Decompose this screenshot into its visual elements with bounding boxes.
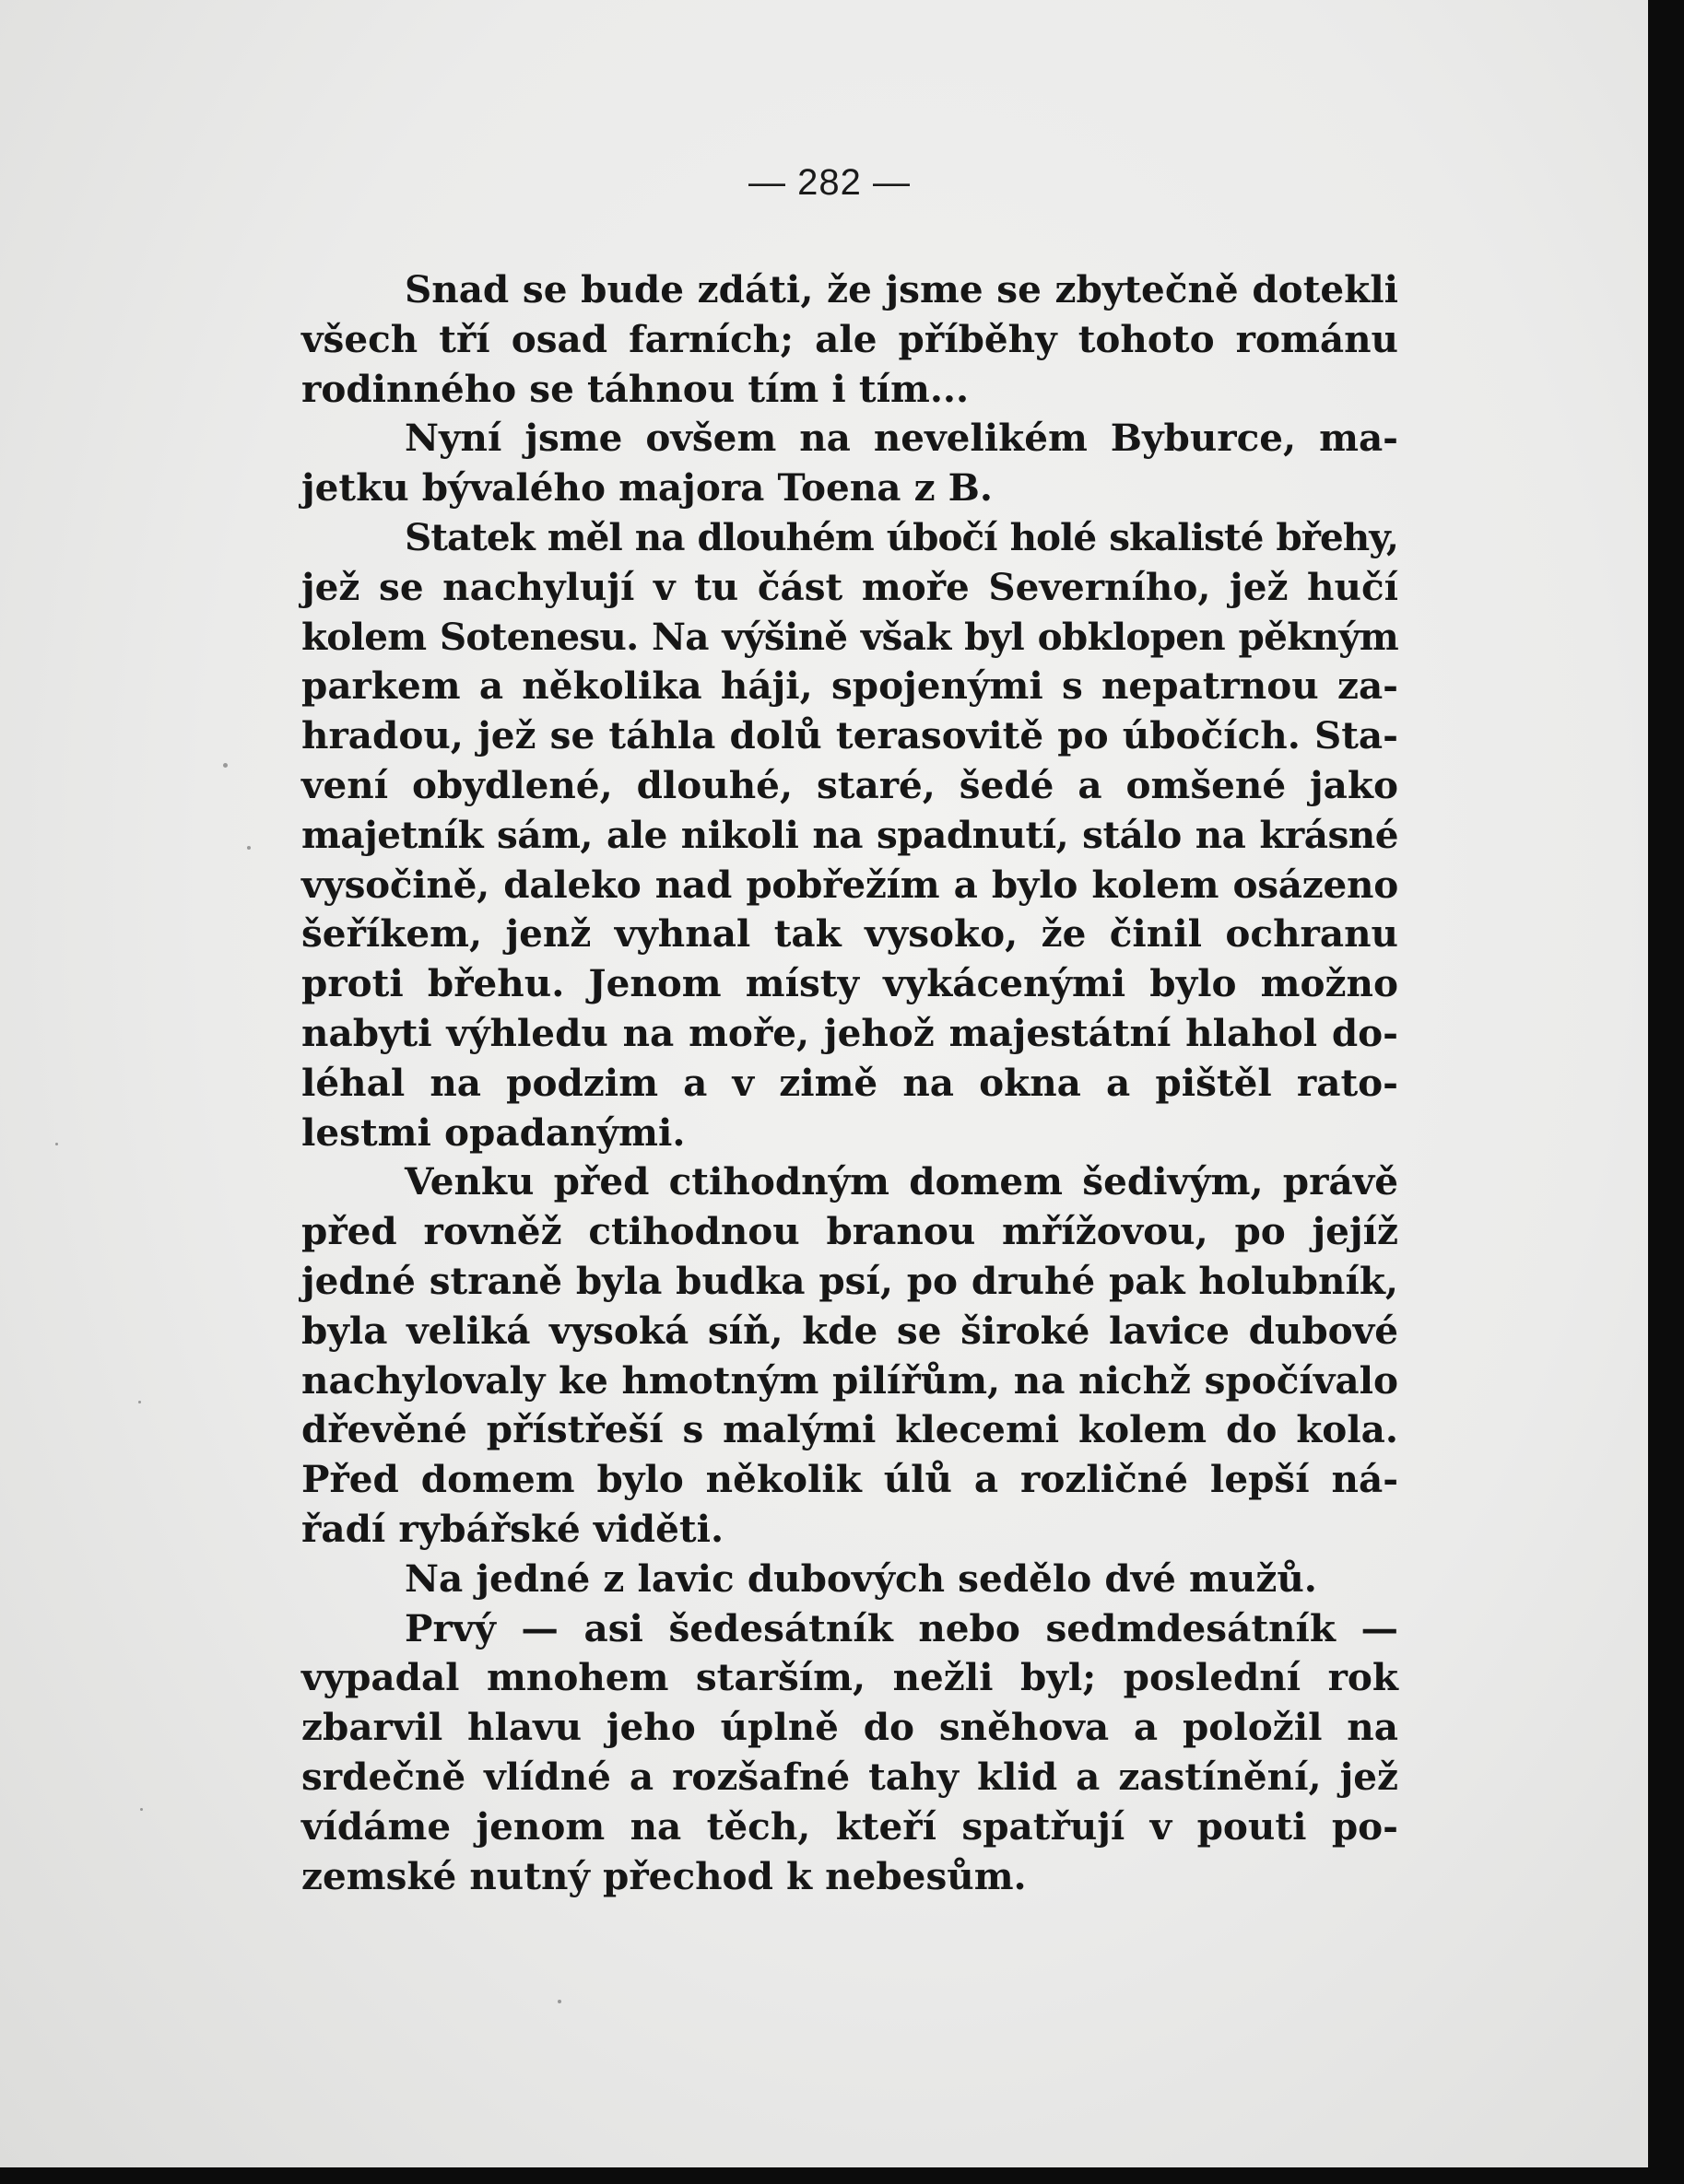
scan-speck — [55, 1143, 58, 1145]
text-line: Prvý — asi šedesátník nebo sedmdesátník — — [405, 1605, 1398, 1650]
text-line: vení obydlené, dlouhé, staré, šedé a omšené jako — [301, 762, 1398, 807]
text-line: dřevěné přístřeší s malými klecemi kolem do kola. — [301, 1407, 1398, 1452]
text-line: kolem Sotenesu. Na výšině však byl obklopen pěkným — [301, 614, 1398, 659]
text-line: Statek měl na dlouhém úbočí holé skalisté břehy, — [405, 514, 1398, 559]
text-line: lestmi opadanými. — [301, 1110, 686, 1155]
text-line: parkem a několika háji, spojenými s nepatrnou za- — [301, 663, 1398, 709]
text-line: Venku před ctihodným domem šedivým, právě — [405, 1159, 1398, 1204]
text-line: šeříkem, jenž vyhnal tak vysoko, že činil ochranu — [301, 911, 1398, 957]
text-line: Nyní jsme ovšem na nevelikém Byburce, ma- — [405, 416, 1398, 461]
text-line: léhal na podzim a v zimě na okna a pištěl rato- — [301, 1060, 1398, 1105]
text-line: hradou, jež se táhla dolů terasovitě po úbočích. Sta- — [301, 713, 1398, 758]
scan-edge-bottom — [0, 2167, 1684, 2184]
text-line: zemské nutný přechod k nebesům. — [301, 1853, 1027, 1898]
text-line: Na jedné z lavic dubových sedělo dvé mužů. — [405, 1556, 1317, 1601]
text-line: vypadal mnohem starším, nežli byl; poslední rok — [301, 1655, 1398, 1700]
text-line: řadí rybářské viděti. — [301, 1506, 724, 1551]
text-line: Snad se bude zdáti, že jsme se zbytečně dotekli — [405, 267, 1398, 311]
scan-speck — [223, 763, 228, 768]
text-line: proti břehu. Jenom místy vykácenými bylo možno — [301, 961, 1398, 1006]
text-line: jetku bývalého majora Toena z B. — [301, 465, 994, 511]
scan-speck — [138, 1401, 141, 1403]
text-line: zbarvil hlavu jeho úplně do sněhova a položil na — [301, 1705, 1398, 1750]
text-line: majetník sám, ale nikoli na spadnutí, stálo na krásné — [301, 812, 1398, 857]
text-line: jedné straně byla budka psí, po druhé pak holubník, — [301, 1258, 1398, 1303]
scan-speck — [247, 846, 251, 850]
text-line: nabyti výhledu na moře, jehož majestátní hlahol do- — [301, 1010, 1398, 1055]
text-line: byla veliká vysoká síň, kde se široké lavice dubové — [301, 1308, 1398, 1353]
text-line: vysočině, daleko nad pobřežím a bylo kolem osázeno — [301, 862, 1398, 907]
scan-speck — [558, 2000, 561, 2003]
scan-edge-right — [1648, 0, 1684, 2184]
text-line: Před domem bylo několik úlů a rozličné lepší ná- — [301, 1457, 1398, 1502]
text-line: všech tří osad farních; ale příběhy tohoto románu — [301, 316, 1398, 361]
text-line: nachylovaly ke hmotným pilířům, na nichž spočívalo — [301, 1357, 1398, 1403]
text-line: srdečně vlídné a rozšafné tahy klid a zastínění, jež — [301, 1754, 1398, 1799]
text-line: před rovněž ctihodnou branou mřížovou, po jejíž — [301, 1209, 1398, 1254]
text-line: vídáme jenom na těch, kteří spatřují v pouti po- — [301, 1803, 1398, 1849]
page-body-text — [301, 265, 1398, 1901]
text-line: jež se nachylují v tu část moře Severního, jež hučí — [301, 564, 1398, 609]
page-number: — 282 — — [748, 162, 911, 203]
text-line: rodinného se táhnou tím i tím... — [301, 366, 970, 411]
scan-speck — [140, 1808, 143, 1811]
